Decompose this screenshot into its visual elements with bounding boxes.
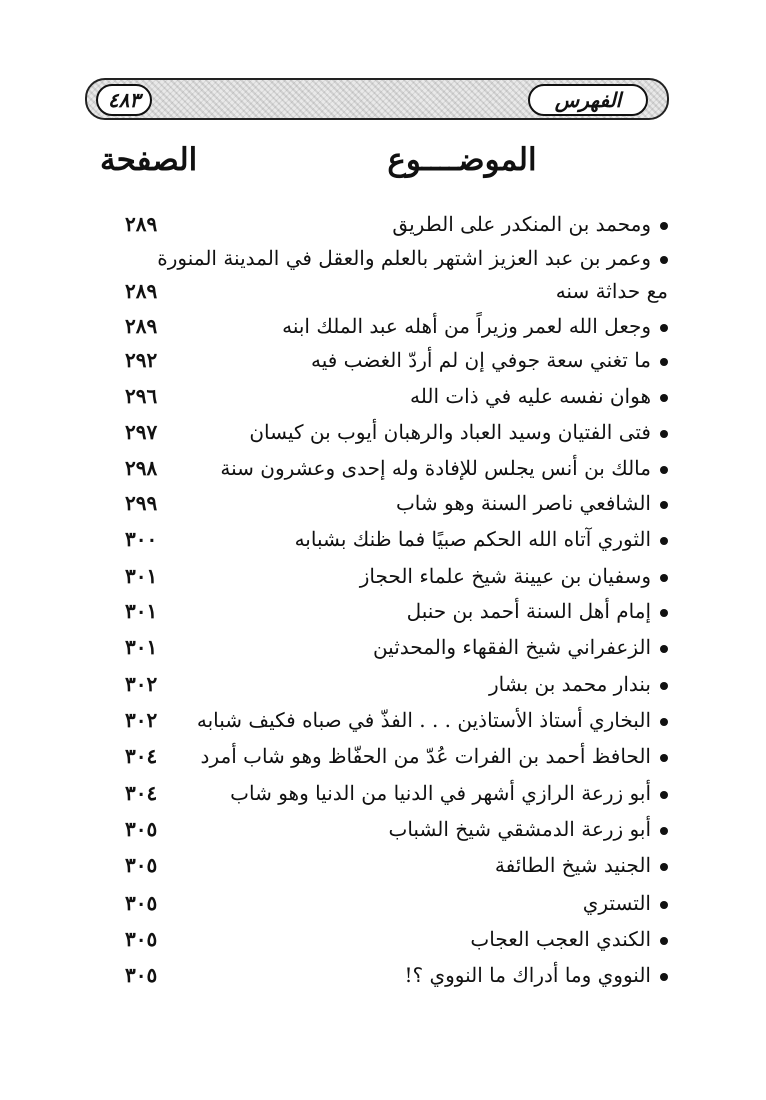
entry-text-line <box>188 599 668 623</box>
bullet-icon <box>660 256 668 264</box>
entry-text-line <box>188 744 668 768</box>
page-column-heading: الصفحة <box>100 142 198 178</box>
entry-text-line <box>188 384 668 408</box>
entry-title: إمام أهل السنة أحمد بن حنبل <box>406 599 651 623</box>
entry-title: ما تغني سعة جوفي إن لم أردّ الغضب فيه <box>310 348 651 372</box>
entry-text-line <box>188 853 668 877</box>
entry-title: النووي وما أدراك ما النووي ؟! <box>404 963 651 987</box>
bullet-icon <box>660 682 668 690</box>
index-entry <box>0 279 766 311</box>
bullet-icon <box>660 754 668 762</box>
entry-title: مالك بن أنس يجلس للإفادة وله إحدى وعشرون سنة <box>220 456 651 480</box>
entry-title: الجنيد شيخ الطائفة <box>494 853 651 877</box>
entry-title: مع حداثة سنه <box>555 279 668 303</box>
entry-text-line <box>188 927 668 951</box>
entry-title: وسفيان بن عيينة شيخ علماء الحجاز <box>359 564 651 588</box>
index-entry <box>0 744 766 776</box>
index-entry <box>0 456 766 488</box>
bullet-icon <box>660 222 668 230</box>
entry-title: هوان نفسه عليه في ذات الله <box>410 384 651 408</box>
bullet-icon <box>660 430 668 438</box>
index-entry <box>0 963 766 995</box>
entry-text-line <box>188 564 668 588</box>
bullet-icon <box>660 537 668 545</box>
index-entry <box>0 672 766 704</box>
entry-title: الحافظ أحمد بن الفرات عُدّ من الحفّاظ وهو شاب أمرد <box>200 744 651 768</box>
entry-title: الشافعي ناصر السنة وهو شاب <box>395 491 651 515</box>
index-entry <box>0 891 766 923</box>
index-entry <box>0 708 766 740</box>
entry-text-line <box>188 314 668 338</box>
entry-text-line <box>188 491 668 515</box>
entry-title: البخاري أستاذ الأستاذين . . . الفذّ في صباه فكيف شبابه <box>196 708 651 732</box>
entry-title: الزعفراني شيخ الفقهاء والمحدثين <box>372 635 651 659</box>
bullet-icon <box>660 791 668 799</box>
entry-text-line <box>188 817 668 841</box>
entry-page-number: ٢٩٦ <box>125 384 158 408</box>
entry-page-number: ٣٠٥ <box>125 927 158 951</box>
entry-page-number: ٣٠٤ <box>125 744 158 768</box>
bullet-icon <box>660 394 668 402</box>
entry-text-line <box>188 635 668 659</box>
topic-column-heading: الموضــــوع <box>387 142 537 178</box>
page-number-badge <box>96 84 152 116</box>
bullet-icon <box>660 466 668 474</box>
index-entry <box>0 420 766 452</box>
index-entry <box>0 635 766 667</box>
index-entry <box>0 348 766 380</box>
index-entry <box>0 246 766 278</box>
entry-text-line <box>188 348 668 372</box>
entry-page-number: ٢٩٨ <box>125 456 158 480</box>
entry-title: أبو زرعة الرازي أشهر في الدنيا من الدنيا وهو شاب <box>230 781 651 805</box>
entry-page-number: ٣٠٥ <box>125 817 158 841</box>
entry-text-line <box>188 891 668 915</box>
entry-page-number: ٣٠٥ <box>125 963 158 987</box>
bullet-icon <box>660 863 668 871</box>
entry-title: أبو زرعة الدمشقي شيخ الشباب <box>388 817 651 841</box>
entry-title: ومحمد بن المنكدر على الطريق <box>392 212 651 236</box>
bullet-icon <box>660 973 668 981</box>
entry-title: التستري <box>582 891 651 915</box>
index-entry <box>0 527 766 559</box>
bullet-icon <box>660 718 668 726</box>
entry-text-line <box>157 246 668 270</box>
entry-page-number: ٣٠٥ <box>125 853 158 877</box>
bullet-icon <box>660 501 668 509</box>
page-number: ٤٨٣ <box>107 88 141 112</box>
entry-title: فتى الفتيان وسيد العباد والرهبان أيوب بن كيسان <box>249 420 651 444</box>
entry-page-number: ٣٠٤ <box>125 781 158 805</box>
bullet-icon <box>660 645 668 653</box>
index-entry <box>0 781 766 813</box>
entry-page-number: ٢٨٩ <box>125 314 158 338</box>
entry-text-line <box>188 708 668 732</box>
index-entry <box>0 853 766 885</box>
entry-text-line <box>188 781 668 805</box>
bullet-icon <box>660 358 668 366</box>
section-title-badge <box>528 84 648 116</box>
entry-title: وجعل الله لعمر وزيراً من أهله عبد الملك ابنه <box>282 314 651 338</box>
bullet-icon <box>660 901 668 909</box>
entry-page-number: ٢٨٩ <box>125 279 158 303</box>
entry-page-number: ٣٠٢ <box>125 708 158 732</box>
section-title: الفهرس <box>554 88 622 112</box>
bullet-icon <box>660 937 668 945</box>
entry-text-line <box>188 456 668 480</box>
entry-text-line <box>188 672 668 696</box>
entry-page-number: ٣٠١ <box>125 599 158 623</box>
entry-page-number: ٢٩٢ <box>125 348 158 372</box>
entry-text-line <box>188 212 668 236</box>
index-entry <box>0 314 766 346</box>
index-entry <box>0 564 766 596</box>
entry-text-line <box>188 420 668 444</box>
entry-page-number: ٢٨٩ <box>125 212 158 236</box>
entry-text-line <box>188 279 668 303</box>
entry-title: الكندي العجب العجاب <box>470 927 651 951</box>
bullet-icon <box>660 827 668 835</box>
index-entry <box>0 817 766 849</box>
entry-title: بندار محمد بن بشار <box>488 672 651 696</box>
bullet-icon <box>660 609 668 617</box>
entry-text-line <box>188 527 668 551</box>
entry-page-number: ٢٩٧ <box>125 420 158 444</box>
index-entry <box>0 212 766 244</box>
index-entry <box>0 599 766 631</box>
entry-page-number: ٣٠١ <box>125 635 158 659</box>
entry-page-number: ٣٠١ <box>125 564 158 588</box>
bullet-icon <box>660 324 668 332</box>
entry-page-number: ٣٠٢ <box>125 672 158 696</box>
entry-title: وعمر بن عبد العزيز اشتهر بالعلم والعقل في المدينة المنورة <box>157 246 651 270</box>
index-entry <box>0 491 766 523</box>
bullet-icon <box>660 574 668 582</box>
entry-text-line <box>188 963 668 987</box>
entry-page-number: ٣٠٠ <box>125 527 158 551</box>
entry-page-number: ٣٠٥ <box>125 891 158 915</box>
index-entry <box>0 927 766 959</box>
entry-page-number: ٢٩٩ <box>125 491 158 515</box>
index-entry <box>0 384 766 416</box>
entry-title: الثوري آتاه الله الحكم صبيًا فما ظنك بشبابه <box>294 527 651 551</box>
